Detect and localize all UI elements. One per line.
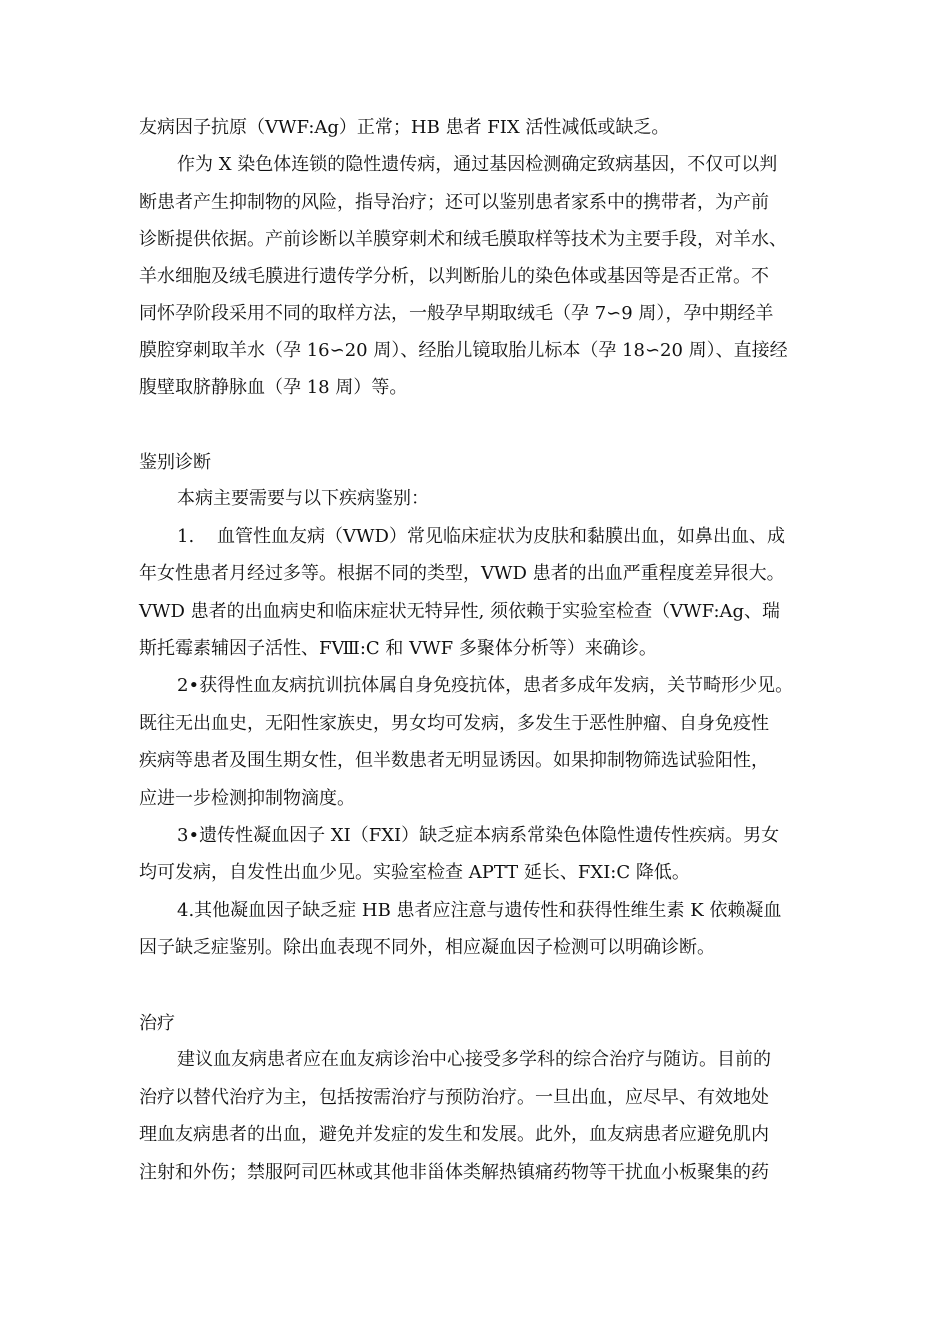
text-line: 应进一步检测抑制物滴度。 [139,788,355,809]
text-line: 断患者产生抑制物的风险，指导治疗；还可以鉴别患者家系中的携带者，为产前 [139,192,769,213]
text-line: 治疗以替代治疗为主，包括按需治疗与预防治疗。一旦出血，应尽早、有效地处 [139,1087,769,1108]
text-line: 疾病等患者及围生期女性，但半数患者无明显诱因。如果抑制物筛选试验阳性， [139,750,769,771]
section-heading-differential-diagnosis: 鉴别诊断 [139,452,211,473]
list-item-1-line: 1. 血管性血友病（VWD）常见临床症状为皮肤和黏膜出血，如鼻出血、成 [177,526,785,547]
text-line: 年女性患者月经过多等。根据不同的类型，VWD 患者的出血严重程度差异很大。 [139,563,785,584]
text-line: 既往无出血史，无阳性家族史，男女均可发病，多发生于恶性肿瘤、自身免疫性 [139,713,769,734]
text-line: 同怀孕阶段采用不同的取样方法，一般孕早期取绒毛（孕 7∽9 周），孕中期经羊 [139,303,774,324]
paragraph-first-line: 建议血友病患者应在血友病诊治中心接受多学科的综合治疗与随访。目前的 [177,1049,771,1070]
paragraph-first-line: 本病主要需要与以下疾病鉴别： [177,488,429,509]
text-line: 理血友病患者的出血，避免并发症的发生和发展。此外，血友病患者应避免肌内 [139,1124,769,1145]
list-item-2-line: 2•获得性血友病抗训抗体属自身免疫抗体，患者多成年发病，关节畸形少见。 [177,675,794,696]
text-line: VWD 患者的出血病史和临床症状无特异性, 须依赖于实验室检查（VWF:Ag、瑞 [139,601,781,622]
text-line: 均可发病，自发性出血少见。实验室检查 APTT 延长、FXI:C 降低。 [139,862,690,883]
text-line: 因子缺乏症鉴别。除出血表现不同外，相应凝血因子检测可以明确诊断。 [139,937,715,958]
text-line: 诊断提供依据。产前诊断以羊膜穿刺术和绒毛膜取样等技术为主要手段，对羊水、 [139,229,787,250]
text-line: 友病因子抗原（VWF:Ag）正常；HB 患者 FIX 活性减低或缺乏。 [139,117,670,138]
text-line: 腹壁取脐静脉血（孕 18 周）等。 [139,377,408,398]
list-item-4-line: 4.其他凝血因子缺乏症 HB 患者应注意与遗传性和获得性维生素 K 依赖凝血 [177,900,782,921]
text-line: 斯托霉素辅因子活性、FⅧ:C 和 VWF 多聚体分析等）来确诊。 [139,638,657,659]
list-item-3-line: 3•遗传性凝血因子 XI（FXI）缺乏症本病系常染色体隐性遗传性疾病。男女 [177,825,780,846]
paragraph-first-line: 作为 X 染色体连锁的隐性遗传病，通过基因检测确定致病基因，不仅可以判 [177,154,778,175]
text-line: 注射和外伤；禁服阿司匹林或其他非甾体类解热镇痛药物等干扰血小板聚集的药 [139,1162,769,1183]
text-line: 膜腔穿刺取羊水（孕 16∽20 周）、经胎儿镜取胎儿标本（孕 18∽20 周）、直接经 [139,340,788,361]
section-heading-treatment: 治疗 [139,1013,175,1034]
text-line: 羊水细胞及绒毛膜进行遗传学分析，以判断胎儿的染色体或基因等是否正常。不 [139,266,769,287]
